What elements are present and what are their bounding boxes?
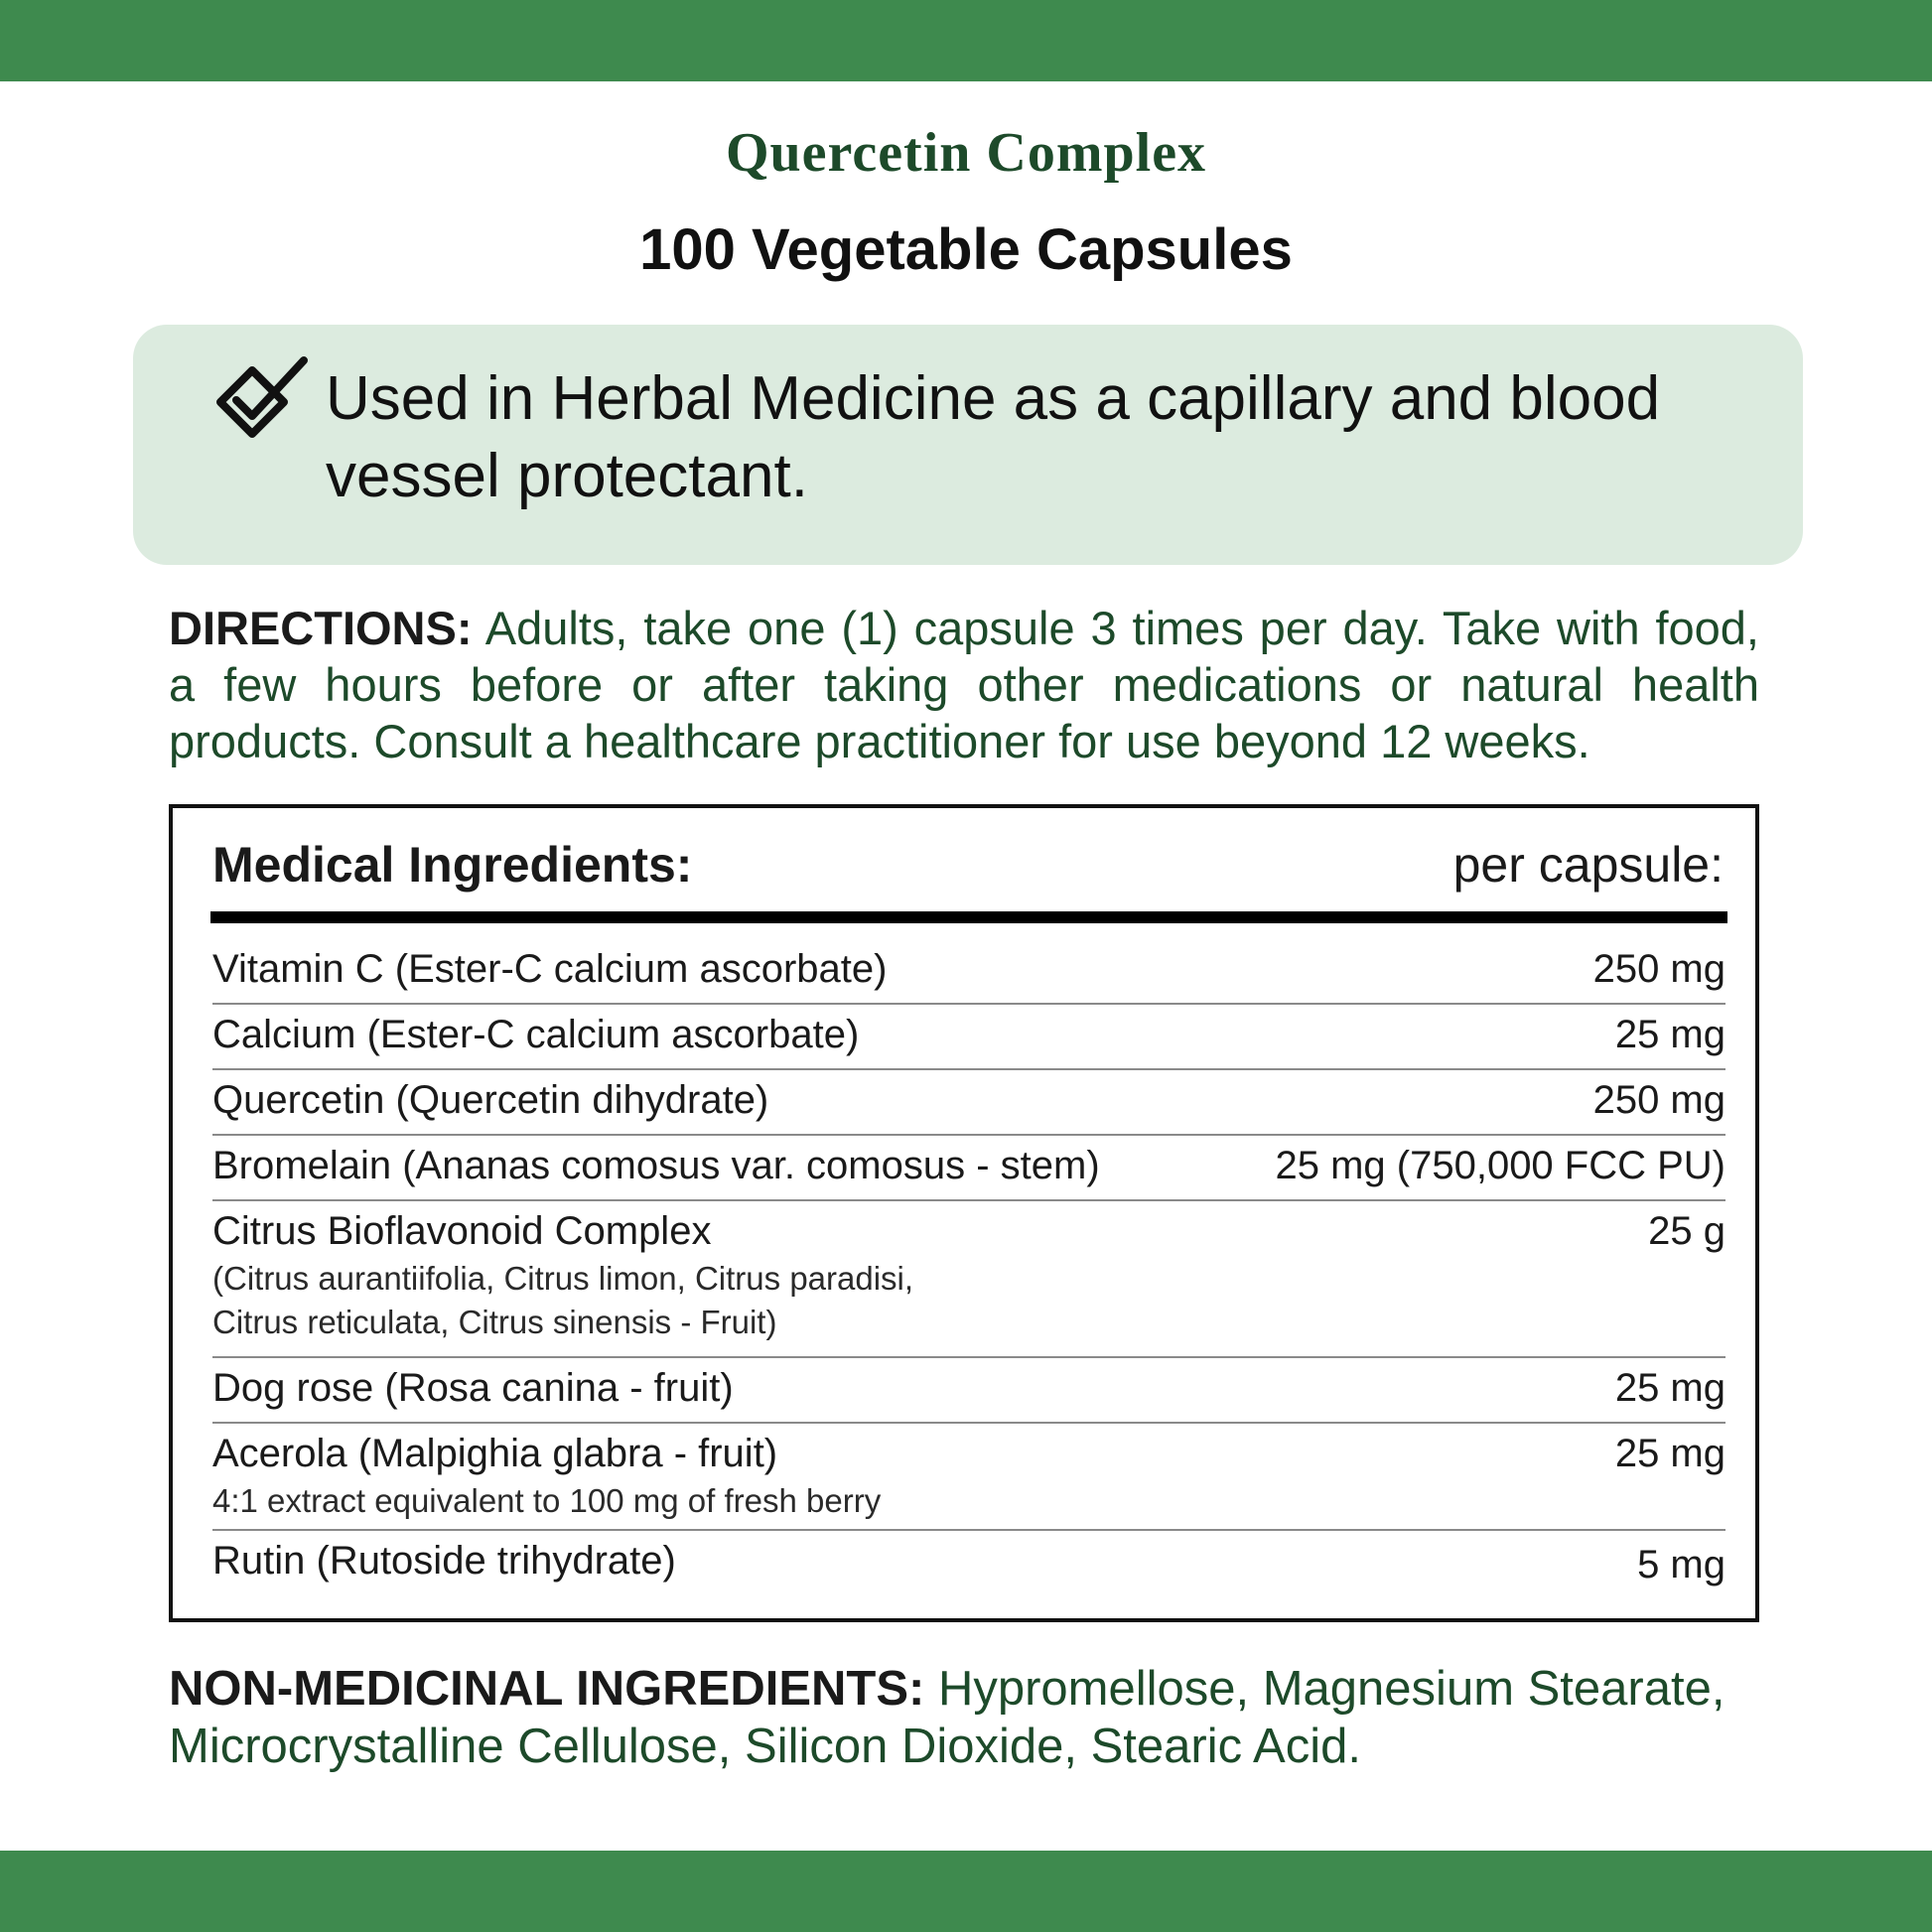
directions-text: Adults, take one (1) capsule 3 times per day. Take with food, a few hours before or after taking other medications or natural health products. Consult a healthcare practitioner for use beyond 12 weeks. xyxy=(169,602,1759,767)
ingredient-rows xyxy=(212,939,1725,1596)
ingredient-amount: 25 mg xyxy=(1614,1013,1725,1056)
per-capsule-label: per capsule: xyxy=(1452,837,1724,893)
medical-ingredients-table xyxy=(169,804,1759,1622)
ingredient-name: Dog rose (Rosa canina - fruit) xyxy=(212,1366,734,1410)
ingredient-sources-line-1: (Citrus aurantiifolia, Citrus limon, Citrus paradisi, xyxy=(212,1260,914,1297)
non-medicinal-paragraph xyxy=(169,1660,1759,1775)
table-title: Medical Ingredients: xyxy=(212,837,693,893)
product-name: Quercetin Complex xyxy=(725,122,1207,184)
checkbox-check-icon xyxy=(210,352,318,460)
ingredient-amount: 5 mg xyxy=(1637,1543,1725,1587)
ingredient-amount: 250 mg xyxy=(1592,1078,1725,1122)
ingredient-amount: 25 mg xyxy=(1614,1366,1725,1410)
ingredient-amount: 250 mg xyxy=(1592,947,1725,991)
table-row xyxy=(212,1424,1725,1531)
directions-paragraph xyxy=(169,600,1759,769)
claim-box xyxy=(133,325,1803,565)
header-rule xyxy=(210,911,1727,923)
ingredient-amount: 25 g xyxy=(1648,1209,1725,1253)
bottom-green-bar xyxy=(0,1851,1932,1932)
non-medicinal-text: Hypromellose, Magnesium Stearate, Microcrystalline Cellulose, Silicon Dioxide, Stearic Acid. xyxy=(169,1662,1725,1773)
ingredient-name: Acerola (Malpighia glabra - fruit) xyxy=(212,1432,778,1475)
ingredient-sources-line-2: Citrus reticulata, Citrus sinensis - Fruit) xyxy=(212,1304,777,1340)
ingredient-extract-note: 4:1 extract equivalent to 100 mg of fresh berry xyxy=(212,1482,882,1519)
non-medicinal-label: NON-MEDICINAL INGREDIENTS: xyxy=(169,1662,925,1716)
table-row xyxy=(212,1005,1725,1070)
table-row xyxy=(212,1201,1725,1358)
table-row xyxy=(212,1531,1725,1596)
ingredient-amount: 25 mg (750,000 FCC PU) xyxy=(1275,1144,1725,1187)
ingredient-amount: 25 mg xyxy=(1614,1432,1725,1475)
table-row xyxy=(212,1136,1725,1201)
table-header xyxy=(212,836,1724,905)
product-count: 100 Vegetable Capsules xyxy=(639,217,1293,282)
table-row xyxy=(212,1358,1725,1424)
ingredient-name: Bromelain (Ananas comosus var. comosus - stem) xyxy=(212,1144,1100,1187)
claim-text: Used in Herbal Medicine as a capillary and blood vessel protectant. xyxy=(326,364,1661,510)
ingredient-name: Quercetin (Quercetin dihydrate) xyxy=(212,1078,769,1122)
table-row xyxy=(212,1070,1725,1136)
table-row xyxy=(212,939,1725,1005)
top-green-bar xyxy=(0,0,1932,81)
ingredient-name: Vitamin C (Ester-C calcium ascorbate) xyxy=(212,947,888,991)
directions-label: DIRECTIONS: xyxy=(169,602,473,654)
ingredient-name: Rutin (Rutoside trihydrate) xyxy=(212,1539,676,1583)
ingredient-name: Citrus Bioflavonoid Complex xyxy=(212,1209,712,1253)
ingredient-name: Calcium (Ester-C calcium ascorbate) xyxy=(212,1013,860,1056)
